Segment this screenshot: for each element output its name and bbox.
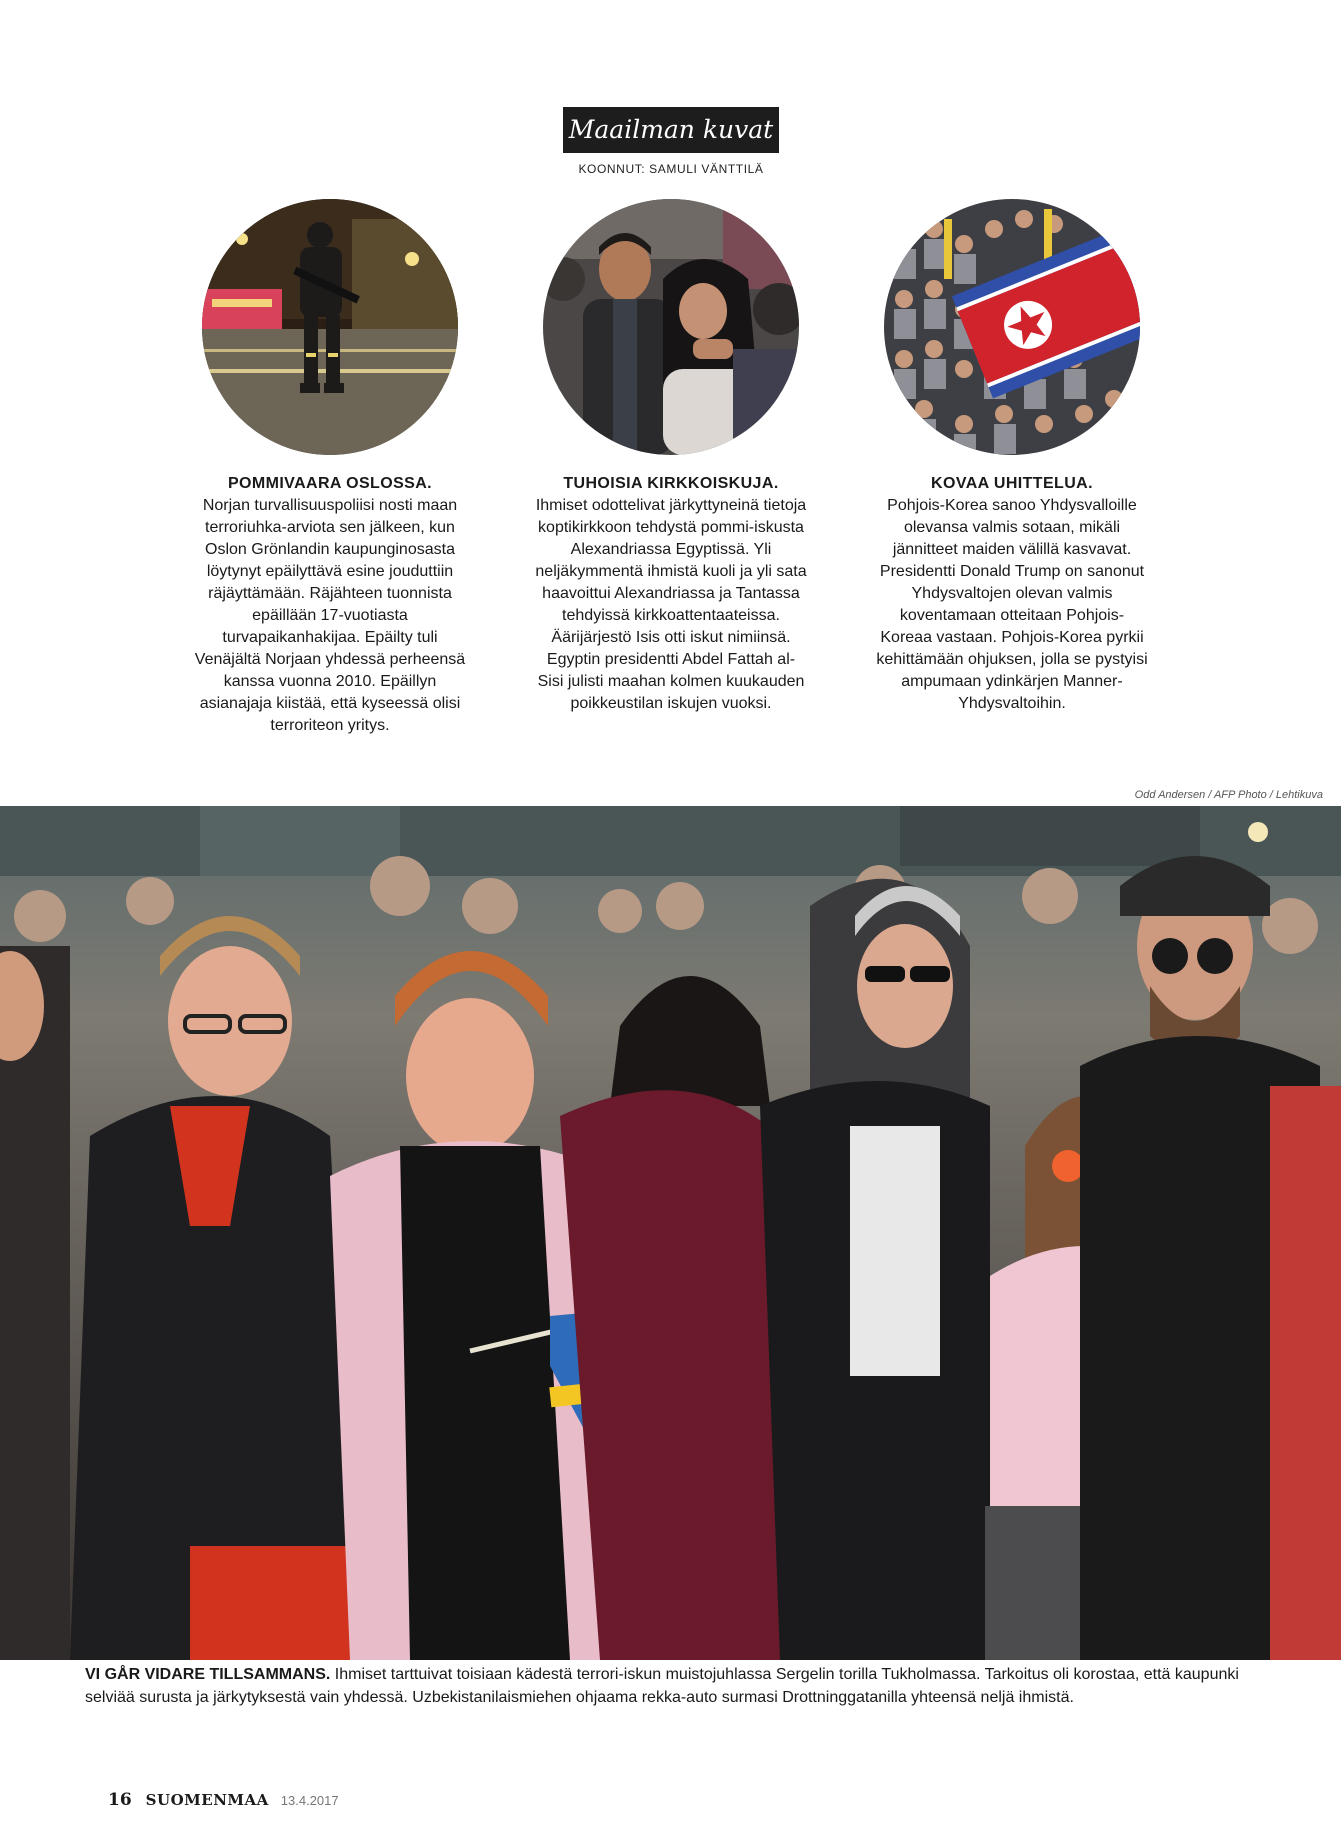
photo-oslo-police [202, 199, 458, 455]
section-title: Maailman kuvat [563, 107, 779, 153]
story-body: Ihmiset odottelivat järkyttyneinä tietoja koptikirkkoon tehdystä pommi-iskusta Alexandriassa Egyptissä. Yli neljäkymmentä ihmistä kuoli ja yli sata haavoittui Alexandriassa ja Tantassa tehdyissä kirkkoattentaateissa. Äärijärjestö Isis otti iskut nimiinsä. Egyptin presidentti Abdel Fattah al-Sisi julisti maahan kolmen kuukauden poikkeustilan iskujen vuoksi. [535, 497, 807, 712]
page-footer [108, 1790, 339, 1810]
main-photo-caption [85, 1663, 1275, 1709]
photo-north-korea-rally [884, 199, 1140, 455]
issue-date: 13.4.2017 [280, 1793, 339, 1808]
main-photo-stockholm-crowd [0, 806, 1341, 1660]
story-oslo [194, 473, 466, 737]
byline: KOONNUT: SAMULI VÄNTTILÄ [578, 162, 764, 176]
story-north-korea [876, 473, 1148, 715]
caption-body: Ihmiset tarttuivat toisiaan kädestä terrori-iskun muistojuhlassa Sergelin torilla Tukholmassa. Tarkoitus oli korostaa, että kaupunki selviää surusta ja järkytyksestä vain yhdessä. Uzbekistanilaismiehen ohjaama rekka-auto surmasi Drottninggatanilla yhteensä neljä ihmistä. [85, 1666, 1239, 1706]
story-body: Norjan turvallisuuspoliisi nosti maan terroriuhka-arviota sen jälkeen, kun Oslon Grönlandin kaupunginosasta löytynyt epäilyttävä esine jouduttiin räjäyttämään. Räjähteen tuonnista epäillään 17-vuotiasta turvapaikanhakijaa. Epäilty tuli Venäjältä Norjaan yhdessä perheensä kanssa vuonna 2010. Epäillyn asianajaja kiistää, että kyseessä olisi terroriteon yritys. [194, 497, 466, 734]
story-headline: TUHOISIA KIRKKOISKUJA. [563, 475, 779, 492]
publication-name: SUOMENMAA [145, 1791, 269, 1809]
photo-credit: Odd Andersen / AFP Photo / Lehtikuva [1134, 789, 1323, 801]
page-number: 16 [108, 1790, 132, 1810]
story-body: Pohjois-Korea sanoo Yhdysvalloille olevansa valmis sotaan, mikäli jännitteet maiden välillä kasvavat. Presidentti Donald Trump on sanonut Yhdysvaltojen olevan valmis koventamaan otteitaan Pohjois-Koreaa vastaan. Pohjois-Korea pyrkii kehittämään ohjuksen, jolla se pystyisi ampumaan ydinkärjen Manner-Yhdysvaltoihin. [876, 497, 1148, 712]
caption-lead: VI GÅR VIDARE TILLSAMMANS. [85, 1666, 331, 1683]
story-headline: POMMIVAARA OSLOSSA. [227, 475, 433, 492]
story-headline: KOVAA UHITTELUA. [931, 475, 1093, 492]
story-alexandria [535, 473, 807, 715]
photo-alexandria-crowd [543, 199, 799, 455]
